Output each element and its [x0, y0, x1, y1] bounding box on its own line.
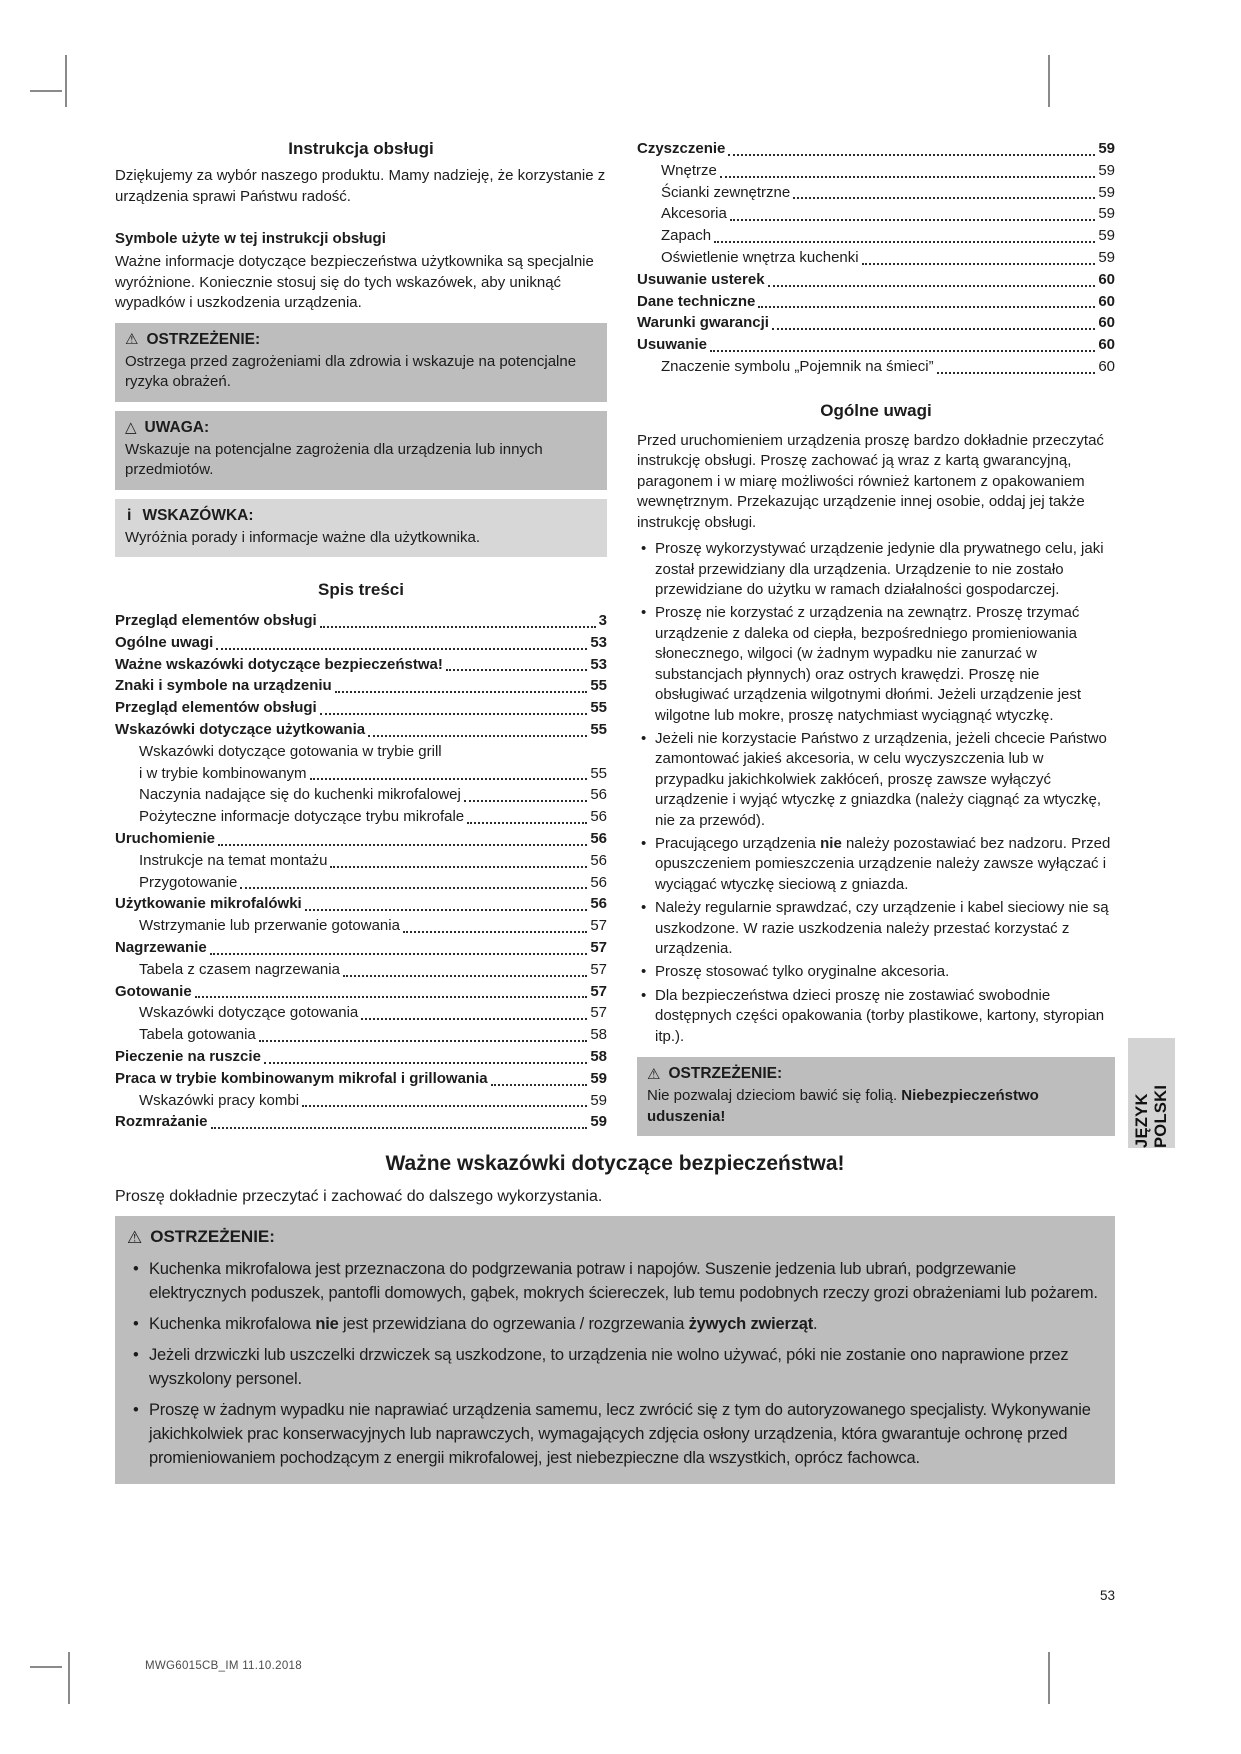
safety-bullet-text: Proszę w żadnym wypadku nie naprawiać urządzenia samemu, lecz zwrócić się z tym do autoryzowanego specjalisty. Wykonywanie jakichkolwiek prac konserwacyjnych lub naprawczych, wymagających zdjęcia osłony urządzenia, która gwarantuje ochronę przed promieniowaniem pochodzącym z energii mikrofalowej, jest niebezpieczne dla wszystkich, oprócz fachowca. — [149, 1401, 1091, 1467]
toc-entry-page: 59 — [1098, 183, 1115, 201]
toc-entry — [115, 1024, 607, 1046]
warning-box — [115, 323, 607, 402]
toc-dotted-leader — [710, 350, 1095, 352]
toc-entry — [637, 291, 1115, 313]
toc-entry-page: 58 — [590, 1026, 607, 1044]
toc-dotted-leader — [446, 669, 587, 671]
toc-entry-page: 3 — [598, 612, 607, 629]
toc-dotted-leader — [464, 800, 587, 802]
toc-entry-label: Praca w trybie kombinowanym mikrofal i grillowania — [115, 1069, 488, 1087]
bullet-item — [637, 834, 1115, 895]
note-box — [115, 499, 607, 558]
toc-entry-label: Przegląd elementów obsługi — [115, 699, 317, 717]
toc-entry-page: 56 — [590, 808, 607, 826]
toc-entry-label: Wskazówki pracy kombi — [139, 1091, 300, 1109]
toc-entry — [115, 981, 607, 1003]
toc-dotted-leader — [264, 1062, 587, 1064]
crop-mark-top-right-v — [1048, 55, 1050, 107]
toc-entry-label: Usuwanie — [637, 336, 708, 354]
toc-entry-label: Użytkowanie mikrofalówki — [115, 895, 302, 913]
footer-document-code: MWG6015CB_IM 11.10.2018 — [145, 1660, 302, 1672]
safety-bullet-text: Jeżeli drzwiczki lub uszczelki drzwiczek są uszkodzone, to urządzenia nie wolno używać, póki nie zostanie ono naprawione przez wyszkolony personel. — [149, 1346, 1069, 1388]
toc-dotted-leader — [211, 1127, 588, 1129]
toc-dotted-leader — [728, 154, 1095, 156]
toc-entry — [115, 850, 607, 872]
bullet-text: Proszę stosować tylko oryginalne akcesoria. — [655, 963, 950, 981]
toc-entry — [637, 138, 1115, 160]
toc-entry-label: Pieczenie na ruszcie — [115, 1047, 261, 1065]
toc-entry-label: Wnętrze — [661, 161, 717, 179]
warning-triangle-icon: ⚠ — [125, 331, 139, 348]
toc-entry — [115, 741, 607, 763]
info-icon: i — [127, 506, 132, 524]
toc-dotted-leader — [368, 735, 587, 737]
toc-entry — [115, 937, 607, 959]
toc-entry-page: 57 — [590, 917, 607, 935]
toc-entry-page: 59 — [590, 1069, 607, 1087]
bullet-text: Dla bezpieczeństwa dzieci proszę nie zostawiać swobodnie dostępnych części opakowania (torby plastikowe, kartony, styropian itp.). — [655, 986, 1105, 1045]
toc-entry-page: 59 — [590, 1113, 607, 1131]
caution-box-title: UWAGA: — [144, 418, 210, 436]
toc-dotted-leader — [335, 691, 588, 693]
warning-box-title: OSTRZEŻENIE: — [146, 330, 261, 348]
toc-entry — [637, 312, 1115, 334]
toc-entry-label: i w trybie kombinowanym — [139, 764, 307, 782]
toc-dotted-leader — [240, 887, 587, 889]
left-column — [115, 138, 607, 1133]
toc-entry — [637, 160, 1115, 182]
toc-entry-page: 60 — [1098, 314, 1115, 332]
toc-entry — [115, 1046, 607, 1068]
toc-entry — [115, 828, 607, 850]
toc-entry — [115, 697, 607, 719]
toc-entry-page: 56 — [590, 851, 607, 869]
toc-entry-label: Wstrzymanie lub przerwanie gotowania — [139, 917, 400, 935]
toc-entry-page: 55 — [590, 699, 607, 717]
toc-entry-page: 60 — [1098, 357, 1115, 375]
safety-bullet-item — [127, 1257, 1101, 1305]
toc-entry-page: 53 — [590, 633, 607, 651]
toc-entry-label: Przegląd elementów obsługi — [115, 612, 317, 629]
bullet-item — [637, 986, 1115, 1047]
toc-heading: Spis treści — [318, 580, 404, 599]
safety-heading: Ważne wskazówki dotyczące bezpieczeństwa! — [385, 1152, 845, 1175]
toc-entry-page: 59 — [590, 1091, 607, 1109]
suffocation-warning-title: OSTRZEŻENIE: — [668, 1065, 783, 1083]
toc-entry-page: 57 — [590, 960, 607, 978]
bullet-text: Proszę wykorzystywać urządzenie jedynie dla prywatnego celu, jaki został przewidziany dla urządzenia. Urządzenie to nie zostało przewidziane do użytku w ramach działalności gospodarczej. — [655, 540, 1104, 599]
crop-mark-top-left-v — [65, 55, 67, 107]
toc-entry — [115, 1002, 607, 1024]
crop-mark-top-left-h — [30, 90, 62, 92]
toc-dotted-leader — [467, 822, 587, 824]
toc-dotted-leader — [772, 328, 1095, 330]
toc-entry — [115, 1111, 607, 1133]
toc-entry — [115, 872, 607, 894]
toc-entry-label: Gotowanie — [115, 982, 192, 1000]
crop-mark-bottom-right-v — [1048, 1652, 1050, 1704]
safety-warning-list — [127, 1257, 1101, 1470]
toc-dotted-leader — [361, 1018, 587, 1020]
toc-dotted-leader — [768, 285, 1096, 287]
bullet-text: Pracującego urządzenia nie należy pozostawiać bez nadzoru. Przed opuszczeniem pomieszczenia urządzenie należy zawsze wyłączać i wyciągać wtyczkę sieciową z gniazda. — [655, 834, 1111, 893]
toc-dotted-leader — [302, 1105, 587, 1107]
toc-dotted-leader — [305, 909, 588, 911]
safety-bullet-text: Kuchenka mikrofalowa jest przeznaczona do podgrzewania potraw i napojów. Suszenie jedzenia lub ubrań, podgrzewanie elektrycznych poduszek, pantofli domowych, gąbek, mokrych ściereczek, lub temu podobnych rzeczy grozi obrażeniami lub pożarem. — [149, 1260, 1098, 1302]
toc-entry-page: 57 — [590, 938, 607, 956]
toc-dotted-leader — [714, 241, 1095, 243]
general-notes-heading: Ogólne uwagi — [820, 400, 932, 420]
safety-warning-title: OSTRZEŻENIE: — [150, 1227, 275, 1246]
warning-box-text: Ostrzega przed zagrożeniami dla zdrowia i wskazuje na potencjalne ryzyka obrażeń. — [125, 352, 577, 390]
toc-entry — [115, 1090, 607, 1112]
toc-entry-page: 59 — [1098, 227, 1115, 245]
page-number: 53 — [1099, 1588, 1115, 1603]
toc-entry-page: 59 — [1098, 161, 1115, 179]
toc-dotted-leader — [937, 372, 1096, 374]
toc-entry — [115, 784, 607, 806]
toc-entry-page: 60 — [1098, 292, 1115, 310]
toc-entry-label: Przygotowanie — [139, 873, 238, 891]
toc-entry — [115, 959, 607, 981]
bullet-text: Jeżeli nie korzystacie Państwo z urządzenia, jeżeli chcecie Państwo zamontować jakieś akcesoria, w celu wyczyszczenia lub w przypadku jakichkolwiek zakłóceń, proszę zawsze wyłączyć urządzenie i wyjąć wtyczkę z gniazdka (należy ciągnąć za wtyczkę, nie za przewód). — [655, 729, 1107, 829]
toc-dotted-leader — [320, 713, 588, 715]
bullet-item — [637, 603, 1115, 725]
toc-entry-label: Warunki gwarancji — [637, 314, 769, 332]
bullet-item — [637, 729, 1115, 831]
toc-entry-page: 57 — [590, 982, 607, 1000]
toc-dotted-leader — [403, 931, 587, 933]
toc-entry — [637, 203, 1115, 225]
safety-bullet-item — [127, 1312, 1101, 1336]
bullet-item — [637, 962, 1115, 982]
toc-entry-page: 53 — [590, 655, 607, 673]
toc-entry-label: Wskazówki dotyczące użytkowania — [115, 720, 366, 738]
toc-left — [115, 610, 607, 1133]
toc-dotted-leader — [210, 953, 588, 955]
bullet-item — [637, 539, 1115, 600]
safety-bullet-item — [127, 1398, 1101, 1470]
toc-entry-page: 55 — [590, 764, 607, 782]
suffocation-warning-text: Nie pozwalaj dzieciom bawić się folią. Niebezpieczeństwo uduszenia! — [647, 1087, 1039, 1125]
toc-dotted-leader — [343, 975, 587, 977]
toc-entry-label: Dane techniczne — [637, 292, 756, 310]
suffocation-warning-box — [637, 1057, 1115, 1136]
safety-warning-box — [115, 1216, 1115, 1484]
safety-bullet-text: Kuchenka mikrofalowa nie jest przewidziana do ogrzewania / rozgrzewania żywych zwierząt. — [149, 1315, 818, 1333]
toc-dotted-leader — [491, 1084, 588, 1086]
toc-entry-label: Pożyteczne informacje dotyczące trybu mikrofale — [139, 808, 465, 826]
toc-entry — [115, 763, 607, 785]
toc-entry-label: Ważne wskazówki dotyczące bezpieczeństwa! — [115, 655, 443, 673]
symbols-heading: Symbole użyte w tej instrukcji obsługi — [115, 230, 386, 247]
toc-entry — [637, 247, 1115, 269]
safety-lead: Proszę dokładnie przeczytać i zachować do dalszego wykorzystania. — [115, 1188, 603, 1205]
toc-dotted-leader — [259, 1040, 588, 1042]
caution-triangle-icon: △ — [125, 419, 137, 436]
toc-entry — [115, 893, 607, 915]
toc-dotted-leader — [758, 306, 1095, 308]
toc-entry — [115, 675, 607, 697]
toc-entry-label: Oświetlenie wnętrza kuchenki — [661, 248, 859, 266]
toc-dotted-leader — [330, 866, 587, 868]
toc-entry-page: 59 — [1098, 140, 1115, 157]
bullet-text: Należy regularnie sprawdzać, czy urządzenie i kabel sieciowy nie są uszkodzone. W razie uszkodzenia należy przestać korzystać z urządzenia. — [655, 899, 1109, 957]
toc-entry-label: Rozmrażanie — [115, 1113, 208, 1131]
toc-entry-page: 58 — [590, 1047, 607, 1065]
toc-entry — [115, 719, 607, 741]
toc-entry-label: Wskazówki dotyczące gotowania — [139, 1004, 359, 1022]
safety-section — [115, 1152, 1115, 1484]
toc-entry — [115, 610, 607, 632]
safety-bullet-item — [127, 1343, 1101, 1391]
toc-entry-page: 55 — [590, 677, 607, 695]
toc-entry-label: Naczynia nadające się do kuchenki mikrofalowej — [139, 786, 461, 804]
toc-entry-label: Akcesoria — [661, 205, 727, 223]
toc-entry-page: 55 — [590, 720, 607, 738]
toc-entry-label: Znaki i symbole na urządzeniu — [115, 677, 332, 695]
bullet-item — [637, 898, 1115, 959]
symbols-paragraph: Ważne informacje dotyczące bezpieczeństwa użytkownika są specjalnie wyróżnione. Koniecznie stosuj się do tych wskazówek, aby uniknąć wypadków i uszkodzenia urządzenia. — [115, 253, 594, 311]
toc-entry-label: Czyszczenie — [637, 140, 726, 157]
warning-triangle-icon: ⚠ — [127, 1227, 143, 1247]
crop-mark-bottom-left-v — [68, 1652, 70, 1704]
toc-entry-label: Ścianki zewnętrzne — [661, 183, 791, 201]
toc-entry-label: Usuwanie usterek — [637, 270, 765, 288]
toc-entry-page: 59 — [1098, 248, 1115, 266]
toc-dotted-leader — [793, 197, 1095, 199]
toc-entry — [637, 182, 1115, 204]
toc-entry-page: 60 — [1098, 270, 1115, 288]
bullet-text: Proszę nie korzystać z urządzenia na zewnątrz. Proszę trzymać urządzenie z daleka od ciepła, bezpośredniego promieniowania słonecznego, wilgoci (w żadnym wypadku nie zanurzać w substancjach płynnych) oraz ostrych krawędzi. Proszę nie obsługiwać urządzenia wilgotnymi dłońmi. Jeżeli urządzenie jest wilgotne lub mokre, proszę natychmiast wyciągnąć wtyczkę. — [655, 604, 1082, 724]
toc-entry — [637, 269, 1115, 291]
toc-entry-label: Nagrzewanie — [115, 938, 207, 956]
toc-entry — [115, 632, 607, 654]
toc-entry-label: Tabela gotowania — [139, 1026, 256, 1044]
crop-mark-bottom-left-h — [30, 1666, 62, 1668]
warning-triangle-icon: ⚠ — [647, 1065, 661, 1083]
toc-entry-page: 59 — [1098, 205, 1115, 223]
right-column — [637, 138, 1115, 1136]
toc-entry-page: 60 — [1098, 336, 1115, 354]
toc-entry-label: Uruchomienie — [115, 829, 216, 847]
toc-entry — [637, 225, 1115, 247]
toc-entry-page: 56 — [590, 786, 607, 804]
toc-entry-label: Ogólne uwagi — [115, 633, 214, 651]
toc-entry-page: 56 — [590, 895, 607, 913]
toc-entry — [115, 806, 607, 828]
language-tab-label: JĘZYK POLSKI — [1132, 1084, 1170, 1148]
toc-dotted-leader — [216, 648, 587, 650]
toc-entry-label: Instrukcje na temat montażu — [139, 851, 328, 869]
toc-dotted-leader — [720, 176, 1095, 178]
toc-dotted-leader — [195, 996, 588, 998]
toc-entry — [637, 356, 1115, 378]
toc-entry — [115, 1068, 607, 1090]
general-notes-list — [637, 539, 1115, 1047]
toc-entry-label: Wskazówki dotyczące gotowania w trybie grill — [139, 742, 442, 760]
general-notes-paragraph: Przed uruchomieniem urządzenia proszę bardzo dokładnie przeczytać instrukcję obsługi. Proszę zachować ją wraz z kartą gwarancyjną, paragonem i w miarę możliwości również kartonem z opakowaniem wewnętrznym. Przekazując urządzenie innej osobie, oddaj jej także instrukcję obsługi. — [637, 431, 1104, 531]
toc-dotted-leader — [320, 626, 596, 628]
toc-right — [637, 138, 1115, 378]
toc-entry-label: Zapach — [661, 227, 712, 245]
toc-entry-page: 57 — [590, 1004, 607, 1022]
caution-box-text: Wskazuje na potencjalne zagrożenia dla urządzenia lub innych przedmiotów. — [125, 440, 543, 478]
toc-dotted-leader — [310, 778, 588, 780]
intro-paragraph: Dziękujemy za wybór naszego produktu. Mamy nadzieję, że korzystanie z urządzenia sprawi Państwu radość. — [115, 167, 606, 205]
note-box-text: Wyróżnia porady i informacje ważne dla użytkownika. — [125, 528, 481, 546]
caution-box — [115, 411, 607, 490]
toc-dotted-leader — [218, 844, 587, 846]
toc-entry — [637, 334, 1115, 356]
toc-entry — [115, 654, 607, 676]
toc-dotted-leader — [730, 219, 1095, 221]
note-box-title: WSKAZÓWKA: — [142, 506, 254, 524]
page-title: Instrukcja obsługi — [288, 139, 434, 158]
toc-entry-page: 56 — [590, 873, 607, 891]
toc-entry-label: Znaczenie symbolu „Pojemnik na śmieci” — [661, 357, 934, 375]
toc-entry-label: Tabela z czasem nagrzewania — [139, 960, 340, 978]
toc-entry — [115, 915, 607, 937]
toc-dotted-leader — [862, 263, 1096, 265]
language-tab — [1128, 1038, 1175, 1148]
toc-entry-page: 56 — [590, 829, 607, 847]
